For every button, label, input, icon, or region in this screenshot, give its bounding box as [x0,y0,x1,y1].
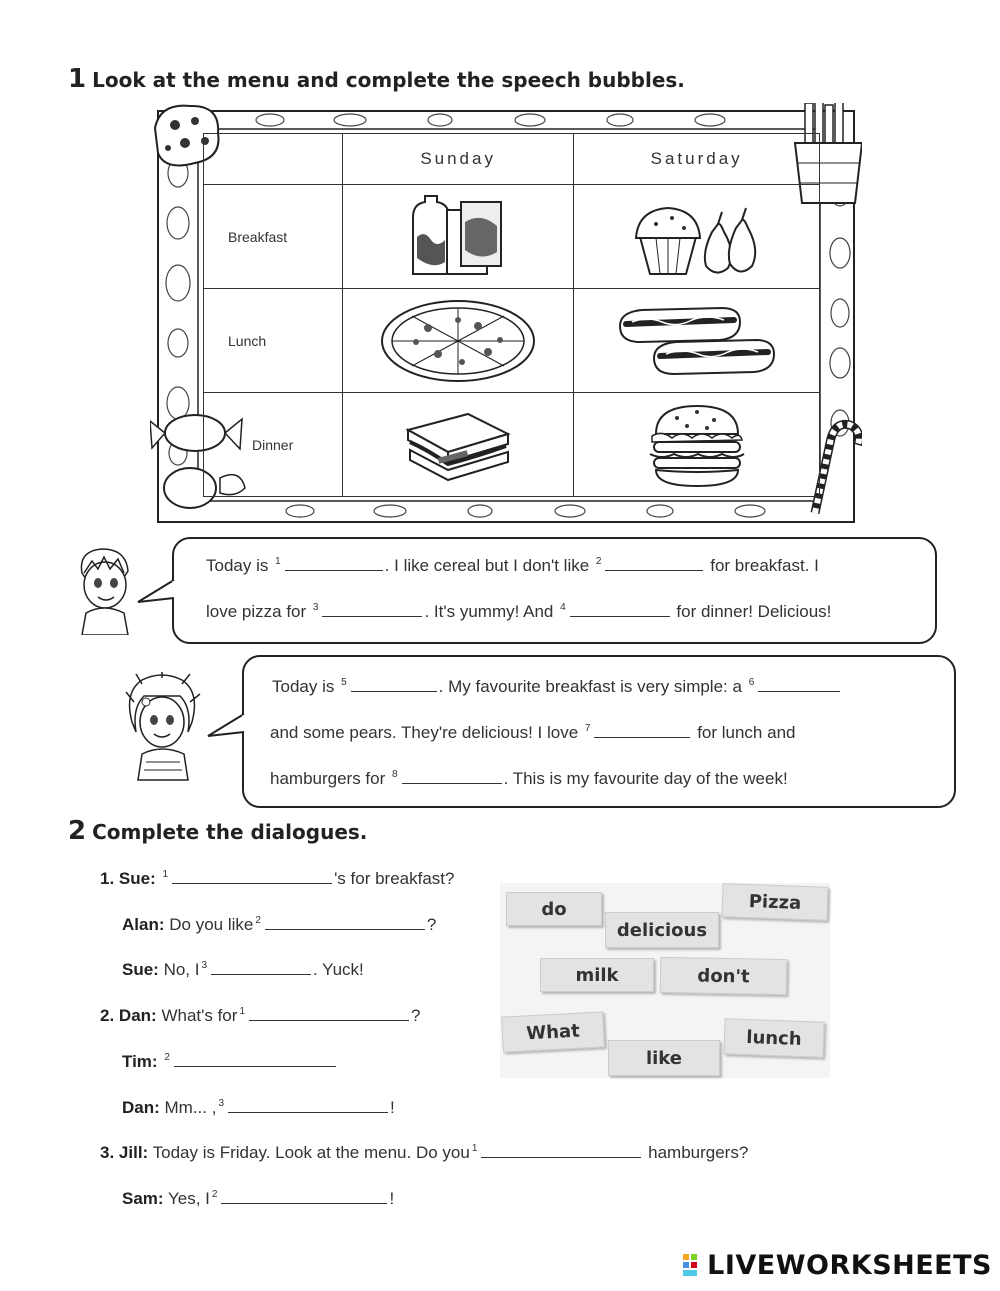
speech-bubble-2-tail [206,712,246,742]
brand-logo: LIVEWORKSHEETS [683,1250,992,1281]
blank-1[interactable] [285,556,383,571]
meal-label-breakfast: Breakfast [204,185,343,289]
speech-bubble-1 [172,537,937,644]
word-tile[interactable]: do [506,892,602,926]
muffin-and-pears-icon [632,192,762,282]
menu-cell-sunday-breakfast [343,185,574,289]
boy-avatar [68,543,140,635]
hot-dogs-icon [612,296,782,386]
menu-cell-sunday-lunch [343,289,574,393]
meal-label-dinner: Dinner [204,393,343,497]
answer-blank[interactable] [481,1143,641,1158]
word-tile[interactable]: don't [660,957,788,995]
blank-5[interactable] [351,677,437,692]
bubble-1-line-1: Today is $^1$ . I like cereal but I don't like $^2$ for breakfast. I [206,556,819,575]
liveworksheets-icon [683,1254,707,1276]
menu-day-sunday: Sunday [343,134,574,185]
milk-and-cereal-icon [403,192,513,282]
blank-4[interactable] [570,602,670,617]
word-tile[interactable]: What [501,1011,605,1052]
dialogue-line: Sue: No, I $^3$ . Yuck! [122,960,364,979]
exercise-number: 2 [68,816,87,846]
hamburger-icon [642,400,752,490]
exercise-number: 1 [68,64,87,94]
blank-3[interactable] [322,602,422,617]
answer-blank[interactable] [172,869,332,884]
answer-blank[interactable] [211,960,311,975]
dialogue-line: 1. Sue: $^1$ 's for breakfast? [100,869,455,888]
bubble-2-line-3: hamburgers for $^8$ . This is my favourite day of the week! [270,769,788,788]
exercise-1-title [68,64,685,94]
dialogue-line: 2. Dan: What's for $^1$ ? [100,1006,421,1025]
menu-cell-saturday-breakfast [574,185,820,289]
exercise-instruction: Complete the dialogues. [92,820,368,844]
menu-cell-sunday-dinner [343,393,574,497]
word-tile[interactable]: delicious [605,912,719,948]
bubble-1-line-2: love pizza for $^3$ . It's yummy! And $^4$ for dinner! Delicious! [206,602,832,621]
blank-2[interactable] [605,556,703,571]
word-tile[interactable]: Pizza [721,883,828,921]
word-tile[interactable]: lunch [723,1018,824,1057]
girl-avatar [122,672,202,782]
answer-blank[interactable] [228,1098,388,1113]
menu-cell-saturday-lunch [574,289,820,393]
bubble-2-line-2: and some pears. They're delicious! I love $^7$ for lunch and [270,723,796,742]
bubble-2-line-1: Today is $^5$ . My favourite breakfast is very simple: a $^6$ [272,677,842,697]
meal-label-lunch: Lunch [204,289,343,393]
exercise-instruction: Look at the menu and complete the speech bubbles. [92,68,685,92]
word-tile[interactable]: like [608,1040,720,1076]
menu-table [203,133,820,497]
answer-blank[interactable] [265,915,425,930]
word-tile[interactable]: milk [540,958,654,992]
menu-day-saturday: Saturday [574,134,820,185]
answer-blank[interactable] [221,1189,387,1204]
dialogue-line: 3. Jill: Today is Friday. Look at the menu. Do you $^1$ hamburgers? [100,1143,749,1162]
sandwich-icon [398,400,518,490]
dialogue-line: Dan: Mm... , $^3$ ! [122,1098,395,1117]
dialogue-line: Tim: $^2$ [122,1052,338,1072]
blank-7[interactable] [594,723,690,738]
answer-blank[interactable] [249,1006,409,1021]
dialogue-line: Sam: Yes, I $^2$ ! [122,1189,395,1208]
exercise-2-title [68,816,367,846]
menu-cell-saturday-dinner [574,393,820,497]
blank-6[interactable] [758,677,840,692]
blank-8[interactable] [402,769,502,784]
pizza-icon [378,296,538,386]
menu-corner-cell [204,134,343,185]
speech-bubble-1-tail [136,578,176,608]
answer-blank[interactable] [174,1052,336,1067]
dialogue-line: Alan: Do you like $^2$ ? [122,915,437,934]
